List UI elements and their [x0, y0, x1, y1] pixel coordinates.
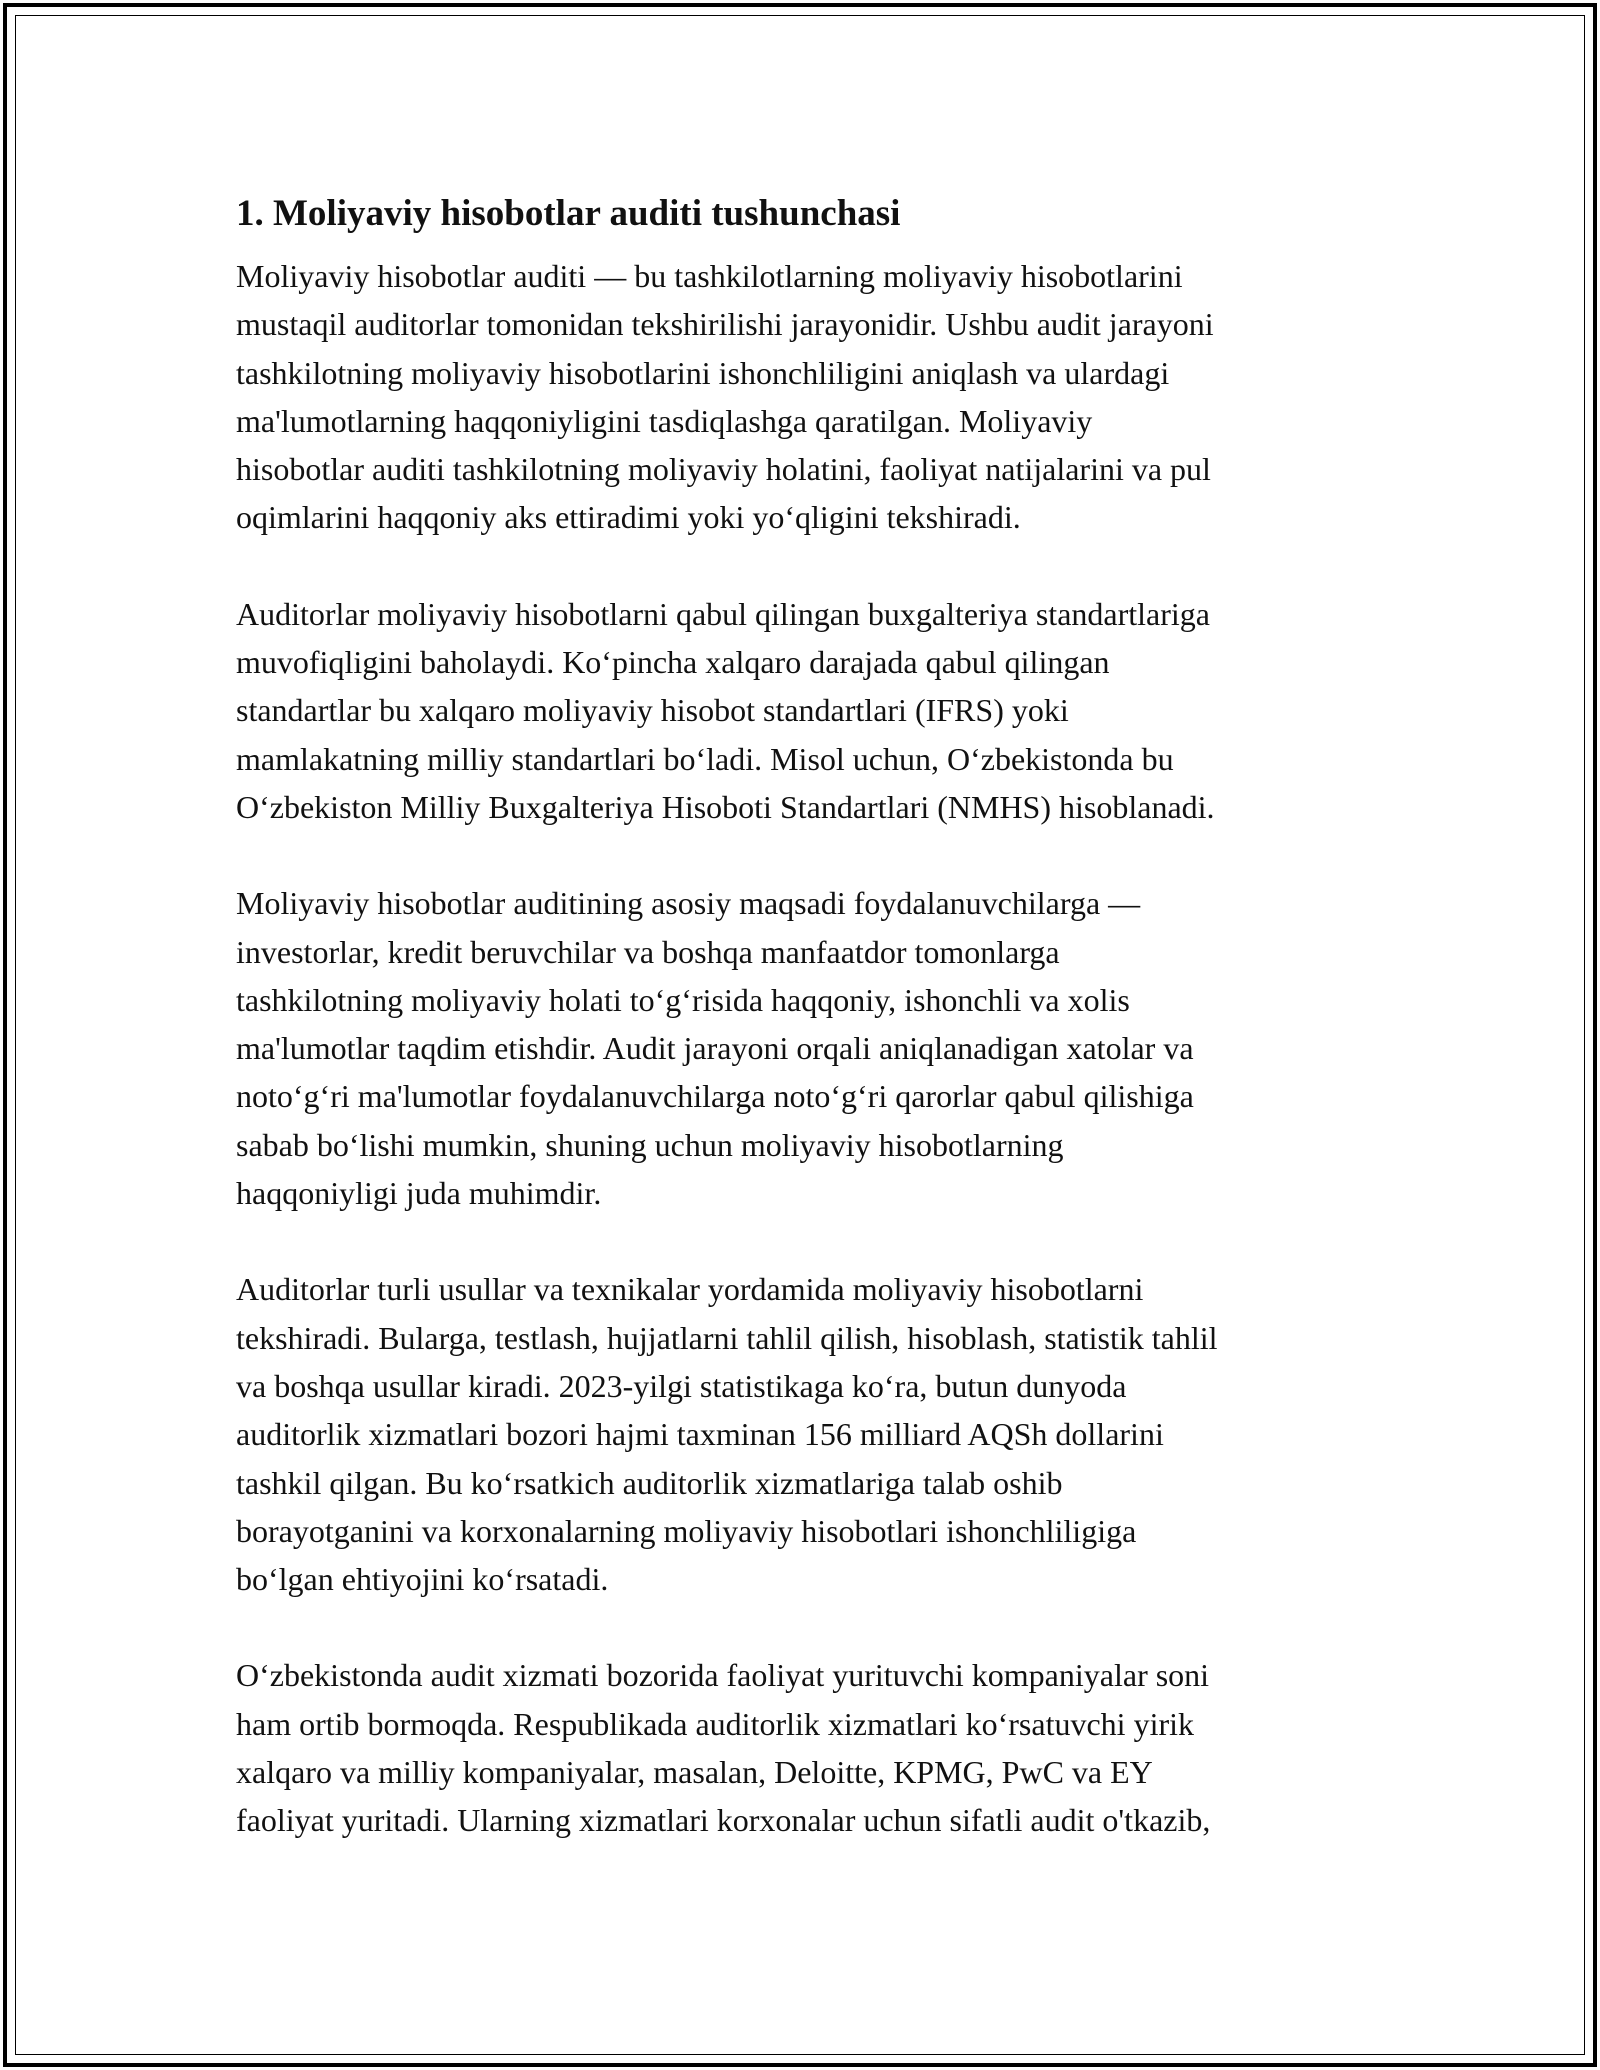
text-line: ham ortib bormoqda. Respublikada auditorlik xizmatlari ko‘rsatuvchi yirik [236, 1705, 1194, 1742]
text-line: Moliyaviy hisobotlar auditining asosiy maqsadi foydalanuvchilarga — [236, 885, 1141, 922]
paragraph-1 [236, 252, 1366, 542]
text-line: ma'lumotlar taqdim etishdir. Audit jarayoni orqali aniqlanadigan xatolar va [236, 1030, 1194, 1067]
text-line: standartlar bu xalqaro moliyaviy hisobot standartlari (IFRS) yoki [236, 692, 1069, 729]
text-line: va boshqa usullar kiradi. 2023-yilgi statistikaga ko‘ra, butun dunyoda [236, 1367, 1127, 1404]
text-line: O‘zbekistonda audit xizmati bozorida faoliyat yurituvchi kompaniyalar soni [236, 1657, 1210, 1694]
text-line: noto‘g‘ri ma'lumotlar foydalanuvchilarga noto‘g‘ri qarorlar qabul qilishiga [236, 1078, 1194, 1115]
text-line: oqimlarini haqqoniy aks ettiradimi yoki yo‘qligini tekshiradi. [236, 499, 1021, 536]
paragraph-2 [236, 590, 1366, 831]
text-line: tashkilotning moliyaviy holati to‘g‘risida haqqoniy, ishonchli va xolis [236, 981, 1130, 1018]
text-line: investorlar, kredit beruvchilar va boshqa manfaatdor tomonlarga [236, 933, 1060, 970]
text-line: tekshiradi. Bularga, testlash, hujjatlarni tahlil qilish, hisoblash, statistik tahlil [236, 1319, 1218, 1356]
paragraph-5 [236, 1651, 1366, 1844]
text-line: O‘zbekiston Milliy Buxgalteriya Hisoboti Standartlari (NMHS) hisoblanadi. [236, 788, 1215, 825]
text-line: xalqaro va milliy kompaniyalar, masalan, Deloitte, KPMG, PwC va EY [236, 1754, 1153, 1791]
text-line: mamlakatning milliy standartlari bo‘ladi. Misol uchun, O‘zbekistonda bu [236, 740, 1174, 777]
text-line: auditorlik xizmatlari bozori hajmi taxminan 156 milliard AQSh dollarini [236, 1416, 1164, 1453]
text-line: bo‘lgan ehtiyojini ko‘rsatadi. [236, 1561, 609, 1598]
paragraph-3 [236, 879, 1366, 1217]
text-line: hisobotlar auditi tashkilotning moliyaviy holatini, faoliyat natijalarini va pul [236, 451, 1211, 488]
section-heading: 1. Moliyaviy hisobotlar auditi tushunchasi [236, 193, 901, 234]
document-body [236, 186, 1366, 1893]
text-line: ma'lumotlarning haqqoniyligini tasdiqlashga qaratilgan. Moliyaviy [236, 402, 1093, 439]
text-line: haqqoniyligi juda muhimdir. [236, 1175, 602, 1212]
text-line: Auditorlar moliyaviy hisobotlarni qabul qilingan buxgalteriya standartlariga [236, 595, 1210, 632]
text-line: Moliyaviy hisobotlar auditi — bu tashkilotlarning moliyaviy hisobotlarini [236, 258, 1183, 294]
text-line: sabab bo‘lishi mumkin, shuning uchun moliyaviy hisobotlarning [236, 1126, 1064, 1163]
text-line: mustaqil auditorlar tomonidan tekshirilishi jarayonidir. Ushbu audit jarayoni [236, 306, 1214, 343]
text-line: tashkil qilgan. Bu ko‘rsatkich auditorlik xizmatlariga talab oshib [236, 1464, 1063, 1501]
text-line: borayotganini va korxonalarning moliyaviy hisobotlari ishonchliligiga [236, 1512, 1137, 1549]
paragraph-4 [236, 1265, 1366, 1603]
text-line: Auditorlar turli usullar va texnikalar yordamida moliyaviy hisobotlarni [236, 1271, 1144, 1308]
text-line: faoliyat yuritadi. Ularning xizmatlari korxonalar uchun sifatli audit o'tkazib, [236, 1802, 1211, 1839]
text-line: tashkilotning moliyaviy hisobotlarini ishonchliligini aniqlash va ulardagi [236, 354, 1170, 391]
text-line: muvofiqligini baholaydi. Ko‘pincha xalqaro darajada qabul qilingan [236, 644, 1110, 681]
